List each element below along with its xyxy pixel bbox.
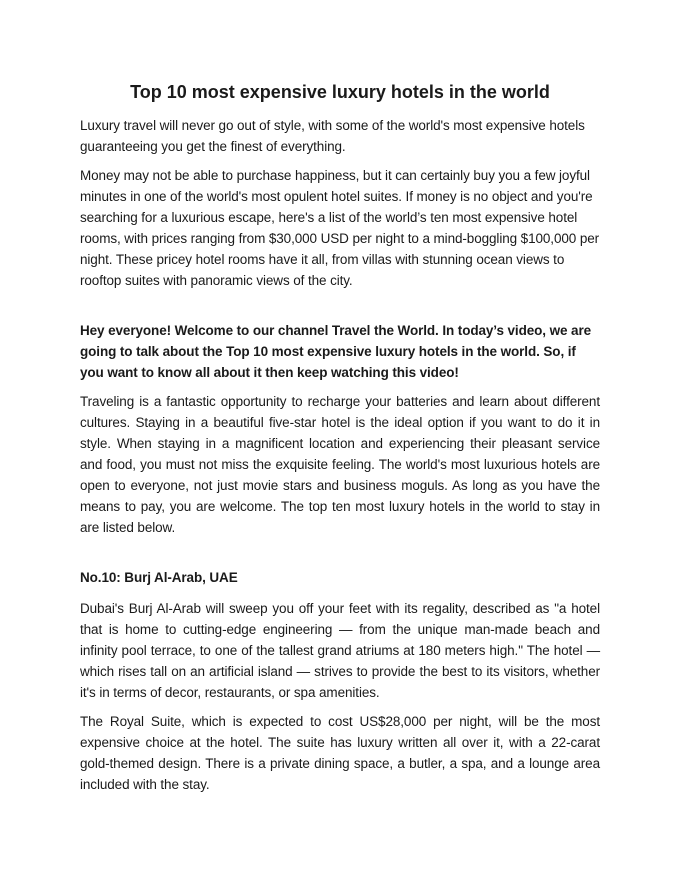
section-heading-burj-al-arab: No.10: Burj Al-Arab, UAE (80, 570, 238, 585)
intro-paragraph: Luxury travel will never go out of style, with some of the world's most expensive hotels guaranteeing you get the finest of everything. (80, 118, 585, 154)
money-paragraph: Money may not be able to purchase happiness, but it can certainly buy you a few joyful minutes in one of the world's most opulent hotel suites. If money is no object and you're searching for a luxurious escape, here's a list of the world’s ten most expensive hotel rooms, with prices ranging from $30,000 USD per night to a mind-boggling $100,000 per night. These pricey hotel rooms have it all, from villas with stunning ocean views to rooftop suites with panoramic views of the city. (80, 168, 600, 288)
royal-suite-paragraph: The Royal Suite, which is expected to cost US$28,000 per night, will be the most expensive choice at the hotel. The suite has luxury written all over it, with a 22-carat gold-themed design. There is a private dining space, a butler, a spa, and a lounge area included with the stay. (80, 714, 600, 792)
document-page (80, 80, 600, 795)
document-title: Top 10 most expensive luxury hotels in the world (130, 82, 550, 102)
burj-al-arab-paragraph: Dubai's Burj Al-Arab will sweep you off your feet with its regality, described as "a hotel that is home to cutting-edge engineering — from the unique man-made beach and infinity pool terrace, to one of the tallest grand atriums at 180 meters high." The hotel — which rises tall on an artificial island — strives to provide the best to its visitors, whether it's in terms of decor, restaurants, or spa amenities. (80, 601, 600, 700)
channel-welcome-paragraph: Hey everyone! Welcome to our channel Travel the World. In today’s video, we are going to talk about the Top 10 most expensive luxury hotels in the world. So, if you want to know all about it then keep watching this video! (80, 323, 592, 380)
traveling-paragraph: Traveling is a fantastic opportunity to recharge your batteries and learn about different cultures. Staying in a beautiful five-star hotel is the ideal option if you want to do it in style. When staying in a magnificent location and experiencing their pleasant service and food, you must not miss the exquisite feeling. The world's most luxurious hotels are open to everyone, not just movie stars and business moguls. As long as you have the means to pay, you are welcome. The top ten most luxury hotels in the world to stay in are listed below. (80, 394, 600, 535)
